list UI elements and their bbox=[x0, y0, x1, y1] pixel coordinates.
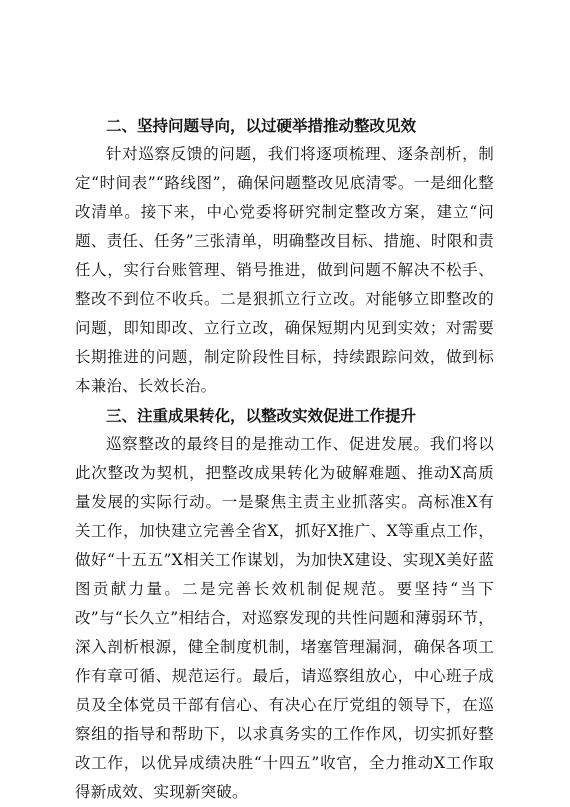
section-heading: 二、坚持问题导向，以过硬举措推动整改见效 bbox=[106, 116, 417, 135]
body-paragraph: 巡察整改的最终目的是推动工作、促进发展。我们将以此次整改为契机，把整改成果转化为破解难题、推动X高质量发展的实际行动。一是聚焦主责主业抓落实。高标准X有关工作，加快建立完善全省X，抓好X推广、X等重点工作，做好“十五五”X相关工作谋划，为加快X建设、实现X美好蓝图贡献力量。二是完善长效机制促规范。要坚持“当下改”与“长久立”相结合，对巡察发现的共性问题和薄弱环节，深入剖析根源，健全制度机制，堵塞管理漏洞，确保各项工作有章可循、规范运行。最后，请巡察组放心，中心班子成员及全体党员干部有信心、有决心在厅党组的领导下，在巡察组的指导和帮助下，以求真务实的工作作风，切实抓好整改工作，以优异成绩决胜“十四五”收官，全力推动X工作取得新成效、实现新突破。 bbox=[75, 435, 494, 801]
body-paragraph: 针对巡察反馈的问题，我们将逐项梳理、逐条剖析，制定“时间表”“路线图”，确保问题整改见底清零。一是细化整改清单。接下来，中心党委将研究制定整改方案，建立“问题、责任、任务”三张清单，明确整改目标、措施、时限和责任人，实行台账管理、销号推进，做到问题不解决不松手、整改不到位不收兵。二是狠抓立行立改。对能够立即整改的问题，即知即改、立行立改，确保短期内见到实效；对需要长期推进的问题，制定阶段性目标，持续跟踪问效，做到标本兼治、长效长治。 bbox=[75, 145, 494, 395]
section-heading: 三、注重成果转化，以整改实效促进工作提升 bbox=[106, 406, 417, 425]
